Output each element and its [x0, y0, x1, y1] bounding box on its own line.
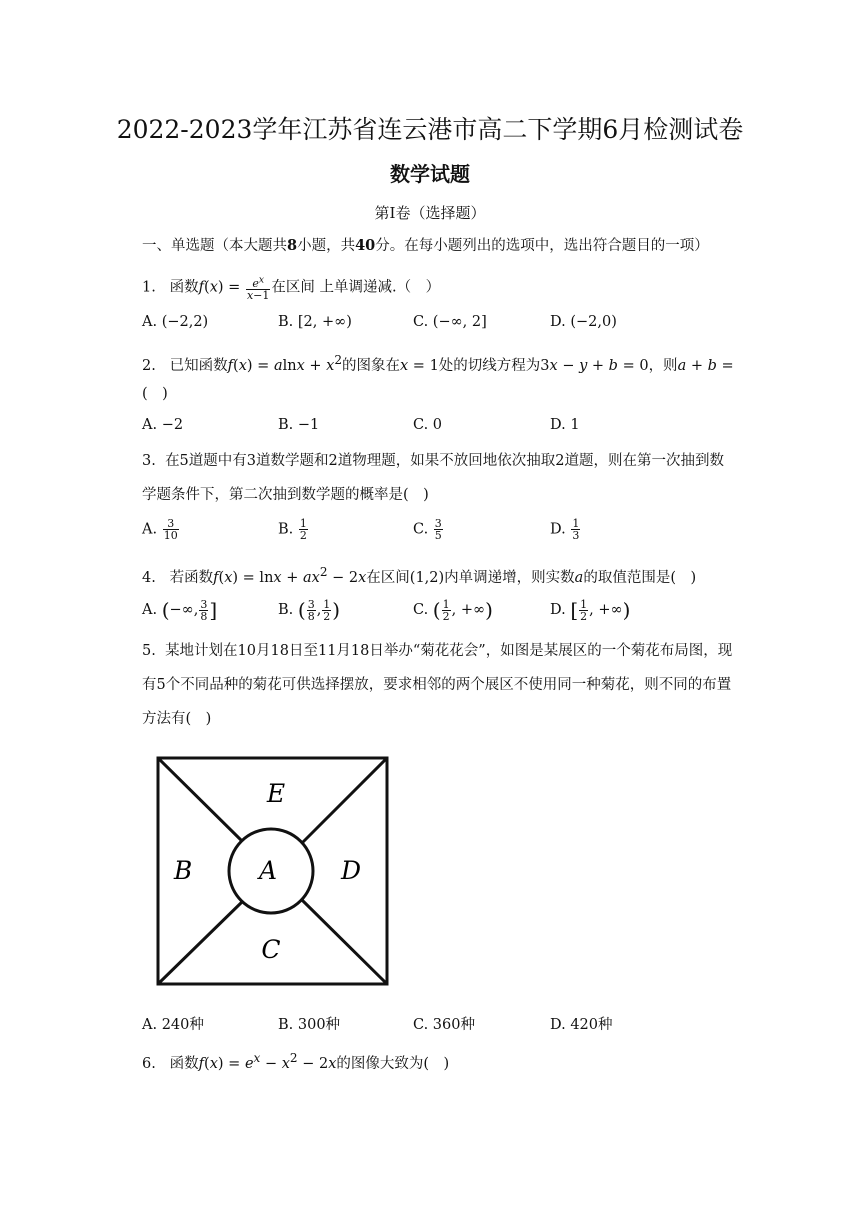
option-label: D.: [550, 521, 566, 538]
question-text: 的取值范围是( ): [583, 569, 697, 586]
fraction-denominator: 2: [299, 529, 307, 542]
option-label: B.: [278, 521, 294, 538]
fraction-numerator: 3: [163, 518, 179, 530]
option-label: B.: [278, 602, 294, 618]
question-text: ，则: [648, 357, 678, 374]
option-b[interactable]: B. [2, +∞): [278, 314, 352, 330]
option-a[interactable]: A. −2: [142, 417, 184, 433]
option-a[interactable]: A. (−2,2): [142, 314, 209, 330]
question-text: 已知函数: [169, 357, 228, 374]
option-b[interactable]: B. ( $\frac{3}{8}$ , $\frac{1}{2}$ ): [278, 597, 341, 623]
fraction-numerator: 1: [299, 517, 307, 530]
section-points: 40: [355, 237, 376, 254]
option-label: D.: [550, 602, 566, 618]
diagonal-top-left: [158, 758, 244, 843]
question-number: 5.: [142, 643, 156, 659]
region-label-d: D: [340, 856, 362, 885]
question-5-stem: [142, 641, 732, 661]
formula-fraction: $\frac{e^x}{x-1}$: [246, 274, 270, 302]
diagonal-bottom-left: [158, 900, 244, 984]
fraction-denominator: 10: [163, 529, 178, 542]
option-d[interactable]: [550, 518, 581, 541]
flower-layout-figure: [155, 755, 391, 987]
question-number: 4.: [142, 569, 156, 586]
diagonal-top-right: [302, 758, 387, 843]
section-question-count: 8: [287, 237, 298, 254]
question-2-paren: ( ): [142, 386, 168, 402]
question-text: 的图象在: [342, 357, 401, 374]
section-heading-mid: 小题，共: [297, 238, 356, 254]
option-c[interactable]: C. 0: [413, 417, 443, 433]
option-c[interactable]: C. 360种: [413, 1017, 475, 1033]
fraction-denominator: 5: [434, 529, 442, 542]
question-text: 的图像大致为( ): [336, 1055, 450, 1072]
question-2-stem: 2. 已知函数$f(x) = alnx + x^2$的图象在x = 1处的切线方程为3x − y + b = 0，则a + b =: [142, 353, 734, 374]
option-d[interactable]: D. (−2,0): [550, 314, 617, 330]
option-c[interactable]: C. (−∞, 2]: [413, 314, 487, 330]
page-subtitle: 数学试题: [390, 162, 470, 186]
question-5-stem-line3: 方法有( ): [142, 711, 212, 727]
option-label: A.: [142, 602, 158, 618]
diagonal-bottom-right: [302, 900, 387, 984]
question-4-stem: 4. 若函数$f(x) = \ln x + ax^2 - 2x$在区间(1,2)内单调递增，则实数a的取值范围是( ): [142, 565, 697, 586]
option-label: C.: [413, 521, 429, 538]
question-1-stem: 1. 函数f(x) = $\frac{e^x}{x-1}$ 在区间 上单调递减.（ ）: [142, 274, 441, 302]
region-label-e: E: [266, 779, 286, 808]
option-d[interactable]: D. [ $\frac{1}{2}$ , +∞): [550, 597, 631, 623]
question-number: 1.: [142, 279, 156, 296]
option-a[interactable]: A. (−∞, $\frac{3}{8}$ ]: [142, 597, 218, 623]
option-label: A.: [142, 521, 158, 538]
section-heading-prefix: 一、单选题（本大题共: [142, 238, 287, 254]
option-a[interactable]: [142, 518, 180, 541]
section-heading-suffix: 分。在每小题列出的选项中，选出符合题目的一项）: [375, 238, 709, 254]
question-6-stem: 6. 函数$f(x) = e^x - x^2 - 2x$的图像大致为( ): [142, 1051, 450, 1072]
section-heading: [142, 236, 709, 256]
fraction-denominator: 3: [572, 529, 580, 542]
option-d[interactable]: D. 420种: [550, 1017, 613, 1033]
question-number: 6.: [142, 1055, 156, 1072]
page-title: 2022-2023学年江苏省连云港市高二下学期6月检测试卷: [116, 115, 744, 144]
question-5-stem-line2: 有5个不同品种的菊花可供选择摆放，要求相邻的两个展区不使用同一种菊花，则不同的布置: [142, 677, 732, 693]
option-c[interactable]: [413, 518, 444, 541]
question-text: 在区间(1,2)内单调递增，则实数: [366, 569, 575, 586]
option-b[interactable]: B. −1: [278, 417, 320, 433]
fraction-numerator: 1: [572, 517, 580, 530]
question-text: 某地计划在10月18日至11月18日举办“菊花花会”，如图是某展区的一个菊花布局图，现: [165, 643, 733, 659]
question-text: 处的切线方程为: [438, 357, 541, 374]
question-text: 在5道题中有3道数学题和2道物理题，如果不放回地依次抽取2道题，则在第一次抽到数: [165, 453, 724, 469]
option-c[interactable]: C. ( $\frac{1}{2}$ , +∞): [413, 597, 493, 623]
part-heading: 第I卷（选择题）: [374, 204, 486, 222]
question-text: 若函数: [169, 569, 214, 586]
region-label-a: A: [258, 856, 278, 885]
option-a[interactable]: A. 240种: [142, 1017, 204, 1033]
fraction-numerator: 3: [434, 517, 442, 530]
region-label-c: C: [261, 935, 281, 964]
option-d[interactable]: D. 1: [550, 417, 580, 433]
question-number: 3.: [142, 453, 156, 469]
question-text: 函数: [169, 279, 199, 296]
question-number: 2.: [142, 357, 156, 374]
question-text: 在区间 上单调递减.（ ）: [271, 279, 441, 296]
region-label-b: B: [173, 856, 193, 885]
question-3-stem: [142, 451, 724, 471]
option-b[interactable]: [278, 518, 309, 541]
question-text: 函数: [169, 1055, 199, 1072]
option-b[interactable]: B. 300种: [278, 1017, 341, 1033]
option-label: C.: [413, 602, 429, 618]
question-3-stem-line2: 学题条件下，第二次抽到数学题的概率是( ): [142, 487, 429, 503]
